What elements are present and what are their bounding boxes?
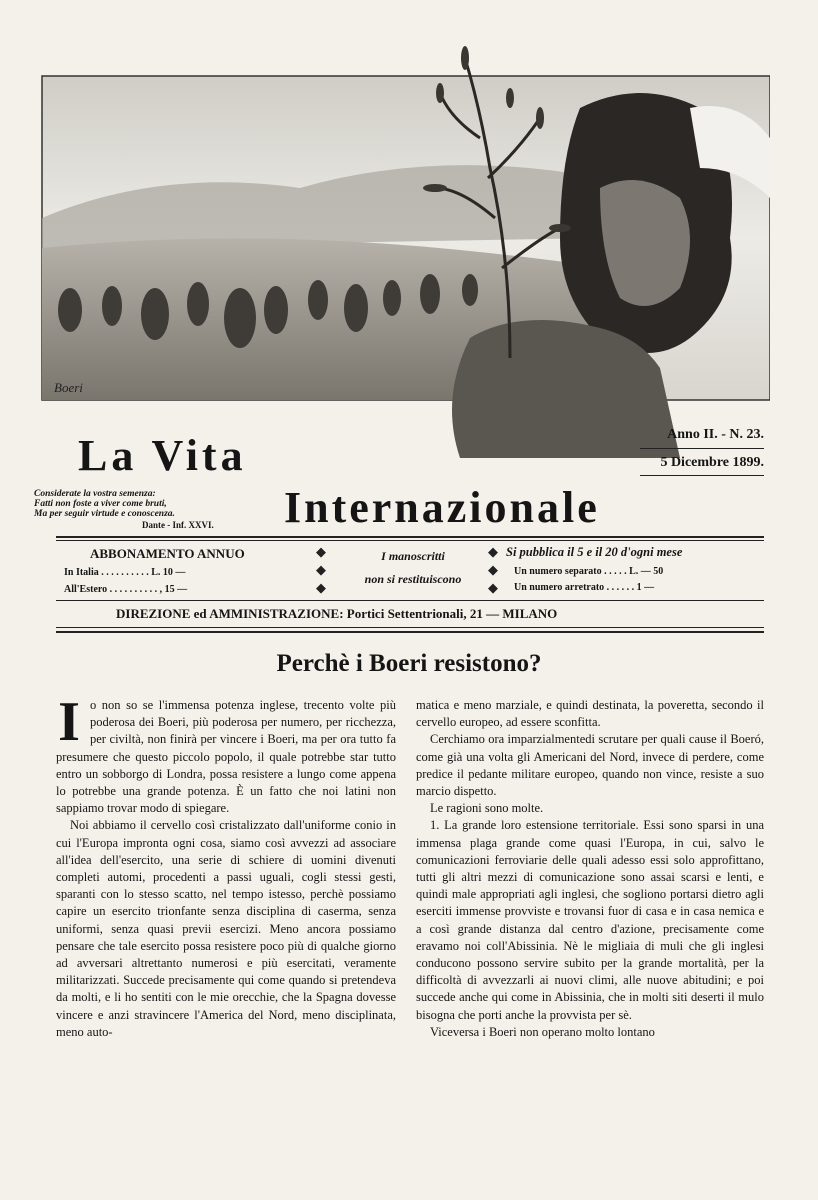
subscription-heading: ABBONAMENTO ANNUO [90,546,245,561]
copy-price-value: — 50 [640,566,664,577]
epigraph-line: Considerate la vostra semenza: [34,489,156,499]
subscription-price: 15 — [164,584,188,595]
subscription-row [64,584,187,595]
issue-number: Anno II. - N. 23. [667,427,764,442]
article-paragraph: Noi abbiamo il cervello così cristalizzato dall'uniforme conio in cui l'Europa impronta ogni cosa, siamo così avvezzi ad associare all'idea dell'esercito, una serie di schiere di uomini divenuti completi automi, procedenti a passi uguali, cogli stessi gesti, sparanti con lo stesso scatto, nel tempo istesso, perchè possiamo capire un esercito trionfante senza disciplina di caserma, senza uniformi, senza quasi previi esercizi. Meno ancora possiamo pensare che tale esercito possa resistere poco più di qualche giorno ad avversari altrettanto numerosi e più esercitati, veramente militarizzati. Succede precisamente qui come quando si pretendeva da molti, e li ho sentiti con le mie orecchie, che la Spagna dovesse vincere e anzi stravincere l'America del Nord, meno disciplinata, meno auto- [56,818,396,1039]
copy-price-label: Un numero arretrato . . . . . . [514,582,635,593]
epigraph [34,489,175,519]
article-paragraph: matica e meno marziale, e quindi destinata, la poveretta, secondo il cervello europeo, ad essere sconfitta. [416,698,764,730]
issue-date: 5 Dicembre 1899. [660,455,764,470]
drop-cap: I [58,691,80,753]
article-paragraph: Cerchiamo ora imparzialmentedi scrutare per quali cause il Boeró, come già una volta gli Americani del Nord, invece di perdere, come predice il pedante militare europeo, quando non vince, resiste a suo marcio dispetto. [416,732,764,799]
epigraph-line: Ma per seguir virtude e conoscenza. [34,509,175,519]
subscription-label: In Italia . . . . . . . . . . L. [64,567,161,578]
copy-price-row [514,566,663,577]
copy-price-row [514,582,654,593]
article-paragraph: Le ragioni sono molte. [430,801,544,816]
article-column-left [56,691,396,1041]
issue-divider [640,448,764,449]
administration-address: DIREZIONE ed AMMINISTRAZIONE: Portici Settentrionali, 21 — MILANO [116,606,558,621]
copy-price-value: 1 — [636,582,655,593]
divider-rule [56,600,764,601]
copy-price-label: Un numero separato . . . . . L. [514,566,639,577]
divider-rule [56,627,764,628]
masthead-title-line2: Internazionale [284,483,600,532]
diamond-ornament-icon: ◆ [488,544,498,559]
diamond-ornament-icon: ◆ [488,562,498,577]
illustration-signature: Boeri [54,380,83,395]
article-paragraph [56,691,396,817]
issue-divider [640,475,764,476]
subscription-label: All'Estero . . . . . . . . . . , [64,584,163,595]
divider-rule [56,536,764,538]
cover-illustration [40,38,770,458]
divider-rule [56,540,764,541]
diamond-ornament-icon: ◆ [488,580,498,595]
diamond-ornament-icon: ◆ [316,580,326,595]
manuscripts-notice: non si restituiscono [364,572,462,586]
diamond-ornament-icon: ◆ [316,562,326,577]
subscription-price: 10 — [162,567,186,578]
article-paragraph-text: o non so se l'immensa potenza inglese, trecento volte più poderosa dei Boeri, più poderosa per numero, per ricchezza, per civiltà, non finirà per vincere i Boeri, ma per ora tutto fa presumere che questo piccolo popolo, il quale potrebbe star tutto entro un sobborgo di Londra, possa resistere a lungo come appena lo potrebbe una grande potenza. È un fatto che noi latini non sappiamo trovar modo di spiegare. [56,698,396,816]
epigraph-source: Dante - Inf. XXVI. [142,520,214,530]
article-paragraph: Viceversa i Boeri non operano molto lontano [430,1024,655,1039]
manuscripts-notice: I manoscritti [381,549,445,563]
subscription-row [64,567,185,578]
article-column-right [416,697,764,1041]
publication-schedule: Si pubblica il 5 e il 20 d'ogni mese [506,545,683,559]
epigraph-line: Fatti non foste a viver come bruti, [34,499,167,509]
article-headline: Perchè i Boeri resistono? [276,650,542,677]
divider-rule [56,631,764,633]
article-paragraph: 1. La grande loro estensione territoriale. Essi sono sparsi in una immensa plaga grande come quasi l'Europa, in cui, salvo le comunicazioni ferroviarie delle quali adesso essi solo approfittano, tutti gli altri mezzi di comunicazione sono assai scarsi e lenti, e quindi male appropriati agli inglesi, che sogliono portarsi dietro agli eserciti immense provviste e trovansi fuor di casa e in casa nemica e a così grande distanza dal centro d'azione, precisamente come eravamo noi coll'Abissinia. Nè le migliaia di muli che gli inglesi conducono possono servire subito per la grande mortalità, per la difficoltà di avvezzarli ai nuovi climi, alle nuove abitudini; e poi succede anche qui come in Abissinia, che in molti siti deserti il mulo bisogna che porti anche la provvista per sè. [416,818,764,1022]
masthead-title-line1: La Vita [78,431,247,480]
diamond-ornament-icon: ◆ [316,544,326,559]
